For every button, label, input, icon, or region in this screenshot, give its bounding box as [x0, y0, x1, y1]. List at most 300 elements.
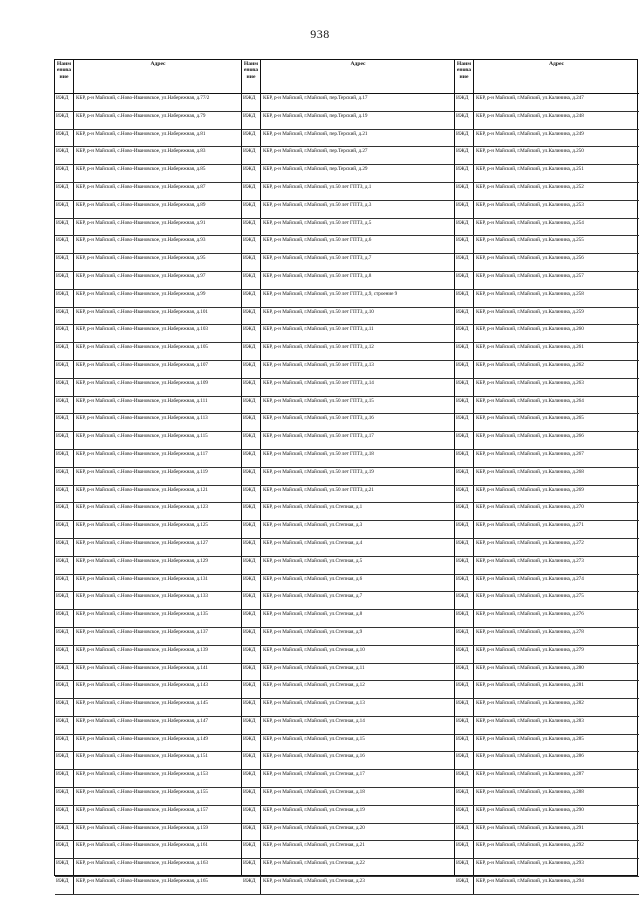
object-kind-cell: ИЖД	[455, 699, 474, 716]
object-kind-cell: ИЖД	[455, 183, 474, 200]
table-row	[455, 539, 639, 557]
table-row	[242, 468, 455, 486]
table-row	[242, 325, 455, 343]
address-cell: КБР, р-н Майский, г.Майский, ул.Калинина, д.256	[476, 255, 584, 262]
table-row	[455, 290, 639, 308]
object-kind-cell: ИЖД	[242, 147, 261, 164]
address-cell: КБР, р-н Майский, г.Майский, ул.Степная, д.14	[263, 717, 365, 724]
address-cell: КБР, р-н Майский, г.Майский, ул.Калинина, д.285	[476, 735, 584, 742]
table-row	[455, 183, 639, 201]
table-row	[455, 112, 639, 130]
address-cell: КБР, р-н Майский, г.Майский, ул.50 лет ГПТЗ, д.21	[263, 486, 374, 493]
object-kind-cell: ИЖД	[55, 432, 74, 449]
table-row	[242, 503, 455, 521]
object-kind-cell: ИЖД	[242, 414, 261, 431]
address-cell: КБР, р-н Майский, с.Ново-Ивановское, ул.Набережная, д.139	[76, 646, 208, 653]
object-kind-cell: ИЖД	[242, 201, 261, 218]
object-kind-cell: ИЖД	[242, 94, 261, 111]
address-cell: КБР, р-н Майский, г.Майский, ул.Степная, д.11	[263, 664, 365, 671]
table-row	[55, 450, 242, 468]
address-cell: КБР, р-н Майский, г.Майский, ул.Калинина, д.292	[476, 842, 584, 849]
table-row	[55, 859, 242, 877]
address-cell: КБР, р-н Майский, с.Ново-Ивановское, ул.Набережная, д.93	[76, 237, 206, 244]
object-kind-cell: ИЖД	[455, 450, 474, 467]
table-row	[55, 432, 242, 450]
object-kind-cell: ИЖД	[55, 183, 74, 200]
object-kind-cell: ИЖД	[242, 717, 261, 734]
address-cell: КБР, р-н Майский, г.Майский, ул.50 лет ГПТЗ, д.12	[263, 344, 374, 351]
address-cell: КБР, р-н Майский, г.Майский, ул.Степная, д.6	[263, 575, 363, 582]
address-cell: КБР, р-н Майский, с.Ново-Ивановское, ул.Набережная, д.153	[76, 771, 208, 778]
address-cell: КБР, р-н Майский, г.Майский, ул.Калинина, д.278	[476, 628, 584, 635]
table-row	[455, 628, 639, 646]
address-cell: КБР, р-н Майский, г.Майский, ул.50 лет ГПТЗ, д.11	[263, 326, 374, 333]
address-cell: КБР, р-н Майский, г.Майский, ул.50 лет ГПТЗ, д.3	[263, 201, 372, 208]
object-kind-cell: ИЖД	[55, 788, 74, 805]
address-cell: КБР, р-н Майский, г.Майский, ул.Калинина, д.290	[476, 806, 584, 813]
table-row	[242, 859, 455, 877]
object-kind-cell: ИЖД	[55, 219, 74, 236]
object-kind-cell: ИЖД	[55, 610, 74, 627]
header-address: Адрес	[350, 61, 366, 67]
address-cell: КБР, р-н Майский, с.Ново-Ивановское, ул.Набережная, д.95	[76, 255, 206, 262]
object-kind-cell: ИЖД	[242, 681, 261, 698]
table-row	[455, 824, 639, 842]
address-cell: КБР, р-н Майский, г.Майский, ул.Калинина, д.279	[476, 646, 584, 653]
address-cell: КБР, р-н Майский, г.Майский, ул.Калинина, д.266	[476, 433, 584, 440]
address-cell: КБР, р-н Майский, с.Ново-Ивановское, ул.Набережная, д.143	[76, 682, 208, 689]
table-row	[455, 717, 639, 735]
table-row	[455, 877, 639, 895]
table-row	[55, 486, 242, 504]
address-cell: КБР, р-н Майский, г.Майский, ул.Калинина, д.283	[476, 717, 584, 724]
address-cell: КБР, р-н Майский, с.Ново-Ивановское, ул.Набережная, д.147	[76, 717, 208, 724]
address-cell: КБР, р-н Майский, г.Майский, пер.Терский, д.21	[263, 130, 368, 137]
address-cell: КБР, р-н Майский, г.Майский, ул.Калинина, д.291	[476, 824, 584, 831]
address-cell: КБР, р-н Майский, г.Майский, ул.Калинина, д.259	[476, 308, 584, 315]
table-row	[242, 397, 455, 415]
object-kind-cell: ИЖД	[55, 379, 74, 396]
object-kind-cell: ИЖД	[55, 201, 74, 218]
table-row	[242, 290, 455, 308]
table-row	[242, 254, 455, 272]
object-kind-cell: ИЖД	[242, 788, 261, 805]
address-table	[54, 59, 638, 885]
address-cell: КБР, р-н Майский, с.Ново-Ивановское, ул.Набережная, д.119	[76, 468, 208, 475]
address-cell: КБР, р-н Майский, с.Ново-Ивановское, ул.Набережная, д.97	[76, 272, 206, 279]
object-kind-cell: ИЖД	[455, 236, 474, 253]
object-kind-cell: ИЖД	[242, 824, 261, 841]
object-kind-cell: ИЖД	[55, 806, 74, 823]
object-kind-cell: ИЖД	[55, 112, 74, 129]
address-cell: КБР, р-н Майский, с.Ново-Ивановское, ул.Набережная, д.145	[76, 700, 208, 707]
object-kind-cell: ИЖД	[242, 325, 261, 342]
table-row	[455, 859, 639, 877]
address-cell: КБР, р-н Майский, г.Майский, ул.50 лет ГПТЗ, д.14	[263, 379, 374, 386]
object-kind-cell: ИЖД	[455, 201, 474, 218]
object-kind-cell: ИЖД	[455, 752, 474, 769]
address-cell: КБР, р-н Майский, с.Ново-Ивановское, ул.Набережная, д.79	[76, 112, 206, 119]
address-cell: КБР, р-н Майский, г.Майский, ул.Степная, д.22	[263, 860, 365, 867]
address-cell: КБР, р-н Майский, г.Майский, ул.Степная, д.16	[263, 753, 365, 760]
address-cell: КБР, р-н Майский, г.Майский, ул.Степная, д.17	[263, 771, 365, 778]
table-row	[242, 539, 455, 557]
table-row	[242, 841, 455, 859]
table-row	[242, 379, 455, 397]
table-row	[455, 557, 639, 575]
address-cell: КБР, р-н Майский, с.Ново-Ивановское, ул.Набережная, д.101	[76, 308, 208, 315]
table-row	[55, 272, 242, 290]
object-kind-cell: ИЖД	[55, 503, 74, 520]
object-kind-cell: ИЖД	[455, 147, 474, 164]
address-cell: КБР, р-н Майский, г.Майский, ул.Калинина, д.267	[476, 450, 584, 457]
address-cell: КБР, р-н Майский, с.Ново-Ивановское, ул.Набережная, д.149	[76, 735, 208, 742]
table-row	[455, 770, 639, 788]
table-row	[55, 165, 242, 183]
table-row	[55, 325, 242, 343]
table-row	[55, 646, 242, 664]
object-kind-cell: ИЖД	[455, 308, 474, 325]
object-kind-cell: ИЖД	[55, 841, 74, 858]
table-row	[55, 824, 242, 842]
object-kind-cell: ИЖД	[55, 414, 74, 431]
address-cell: КБР, р-н Майский, г.Майский, ул.Калинина, д.273	[476, 557, 584, 564]
object-kind-cell: ИЖД	[242, 877, 261, 894]
object-kind-cell: ИЖД	[242, 272, 261, 289]
object-kind-cell: ИЖД	[455, 503, 474, 520]
table-row	[455, 308, 639, 326]
object-kind-cell: ИЖД	[455, 557, 474, 574]
address-cell: КБР, р-н Майский, с.Ново-Ивановское, ул.Набережная, д.131	[76, 575, 208, 582]
address-cell: КБР, р-н Майский, г.Майский, ул.50 лет ГПТЗ, д.17	[263, 433, 374, 440]
table-row	[55, 343, 242, 361]
object-kind-cell: ИЖД	[55, 236, 74, 253]
object-kind-cell: ИЖД	[242, 290, 261, 307]
header-kind: Наим енова ние	[455, 60, 474, 93]
table-row	[455, 272, 639, 290]
table-row	[455, 397, 639, 415]
table-row	[455, 841, 639, 859]
address-cell: КБР, р-н Майский, с.Ново-Ивановское, ул.Набережная, д.159	[76, 824, 208, 831]
table-row	[455, 414, 639, 432]
table-row	[455, 806, 639, 824]
object-kind-cell: ИЖД	[55, 681, 74, 698]
object-kind-cell: ИЖД	[455, 681, 474, 698]
object-kind-cell: ИЖД	[242, 752, 261, 769]
object-kind-cell: ИЖД	[455, 219, 474, 236]
address-cell: КБР, р-н Майский, г.Майский, пер.Терский, д.19	[263, 112, 368, 119]
object-kind-cell: ИЖД	[455, 130, 474, 147]
table-row	[55, 201, 242, 219]
table-header	[55, 60, 242, 94]
address-cell: КБР, р-н Майский, г.Майский, ул.Степная, д.12	[263, 682, 365, 689]
address-cell: КБР, р-н Майский, г.Майский, ул.Степная, д.8	[263, 611, 363, 618]
table-row	[242, 575, 455, 593]
address-cell: КБР, р-н Майский, г.Майский, ул.Калинина, д.248	[476, 112, 584, 119]
address-cell: КБР, р-н Майский, г.Майский, ул.Калинина, д.261	[476, 344, 584, 351]
table-row	[242, 877, 455, 895]
address-cell: КБР, р-н Майский, г.Майский, ул.Калинина, д.276	[476, 611, 584, 618]
object-kind-cell: ИЖД	[242, 361, 261, 378]
object-kind-cell: ИЖД	[455, 735, 474, 752]
address-cell: КБР, р-н Майский, г.Майский, ул.50 лет ГПТЗ, д.16	[263, 415, 374, 422]
address-cell: КБР, р-н Майский, с.Ново-Ивановское, ул.Набережная, д.99	[76, 290, 206, 297]
table-row	[242, 752, 455, 770]
object-kind-cell: ИЖД	[242, 575, 261, 592]
object-kind-cell: ИЖД	[455, 592, 474, 609]
object-kind-cell: ИЖД	[55, 130, 74, 147]
table-row	[55, 130, 242, 148]
address-cell: КБР, р-н Майский, г.Майский, ул.50 лет ГПТЗ, д.13	[263, 361, 374, 368]
object-kind-cell: ИЖД	[242, 343, 261, 360]
table-row	[455, 681, 639, 699]
table-row	[242, 735, 455, 753]
table-row	[455, 503, 639, 521]
object-kind-cell: ИЖД	[55, 717, 74, 734]
table-row	[455, 219, 639, 237]
object-kind-cell: ИЖД	[242, 130, 261, 147]
table-row	[55, 183, 242, 201]
table-row	[55, 575, 242, 593]
object-kind-cell: ИЖД	[242, 628, 261, 645]
table-row	[55, 592, 242, 610]
object-kind-cell: ИЖД	[455, 486, 474, 503]
object-kind-cell: ИЖД	[455, 770, 474, 787]
object-kind-cell: ИЖД	[55, 592, 74, 609]
object-kind-cell: ИЖД	[455, 806, 474, 823]
object-kind-cell: ИЖД	[455, 877, 474, 894]
table-row	[455, 575, 639, 593]
table-row	[455, 699, 639, 717]
address-cell: КБР, р-н Майский, г.Майский, ул.Калинина, д.271	[476, 522, 584, 529]
header-address: Адрес	[150, 61, 166, 67]
address-cell: КБР, р-н Майский, г.Майский, ул.Калинина, д.251	[476, 166, 584, 173]
object-kind-cell: ИЖД	[55, 94, 74, 111]
table-column-3	[455, 60, 639, 885]
address-cell: КБР, р-н Майский, г.Майский, ул.Степная, д.15	[263, 735, 365, 742]
address-cell: КБР, р-н Майский, с.Ново-Ивановское, ул.Набережная, д.161	[76, 842, 208, 849]
object-kind-cell: ИЖД	[55, 361, 74, 378]
header-kind: Наим енова ние	[242, 60, 261, 93]
address-cell: КБР, р-н Майский, с.Ново-Ивановское, ул.Набережная, д.157	[76, 806, 208, 813]
object-kind-cell: ИЖД	[242, 432, 261, 449]
object-kind-cell: ИЖД	[55, 343, 74, 360]
address-cell: КБР, р-н Майский, с.Ново-Ивановское, ул.Набережная, д.103	[76, 326, 208, 333]
object-kind-cell: ИЖД	[242, 557, 261, 574]
table-row	[455, 432, 639, 450]
table-row	[55, 735, 242, 753]
address-cell: КБР, р-н Майский, с.Ново-Ивановское, ул.Набережная, д.105	[76, 344, 208, 351]
object-kind-cell: ИЖД	[455, 290, 474, 307]
table-row	[455, 664, 639, 682]
address-cell: КБР, р-н Майский, с.Ново-Ивановское, ул.Набережная, д.107	[76, 361, 208, 368]
address-cell: КБР, р-н Майский, с.Ново-Ивановское, ул.Набережная, д.111	[76, 397, 208, 404]
object-kind-cell: ИЖД	[455, 539, 474, 556]
object-kind-cell: ИЖД	[242, 397, 261, 414]
table-row	[242, 806, 455, 824]
table-body	[455, 94, 639, 885]
table-row	[242, 361, 455, 379]
address-cell: КБР, р-н Майский, г.Майский, ул.50 лет ГПТЗ, д.5	[263, 219, 372, 226]
table-row	[242, 681, 455, 699]
object-kind-cell: ИЖД	[55, 646, 74, 663]
address-cell: КБР, р-н Майский, г.Майский, ул.Калинина, д.281	[476, 682, 584, 689]
table-row	[242, 717, 455, 735]
object-kind-cell: ИЖД	[242, 841, 261, 858]
address-cell: КБР, р-н Майский, г.Майский, ул.Калинина, д.252	[476, 183, 584, 190]
table-row	[55, 112, 242, 130]
address-cell: КБР, р-н Майский, г.Майский, ул.Степная, д.1	[263, 504, 363, 511]
object-kind-cell: ИЖД	[55, 450, 74, 467]
address-cell: КБР, р-н Майский, г.Майский, ул.Калинина, д.288	[476, 789, 584, 796]
table-row	[242, 788, 455, 806]
address-cell: КБР, р-н Майский, г.Майский, ул.Степная, д.7	[263, 593, 363, 600]
table-header	[242, 60, 455, 94]
table-row	[242, 94, 455, 112]
object-kind-cell: ИЖД	[242, 236, 261, 253]
table-row	[455, 201, 639, 219]
table-row	[242, 664, 455, 682]
object-kind-cell: ИЖД	[242, 592, 261, 609]
table-row	[242, 165, 455, 183]
address-cell: КБР, р-н Майский, с.Ново-Ивановское, ул.Набережная, д.109	[76, 379, 208, 386]
column-divider	[454, 60, 455, 875]
address-cell: КБР, р-н Майский, г.Майский, ул.Калинина, д.262	[476, 361, 584, 368]
table-row	[55, 806, 242, 824]
address-cell: КБР, р-н Майский, г.Майский, ул.Калинина, д.264	[476, 397, 584, 404]
object-kind-cell: ИЖД	[455, 112, 474, 129]
object-kind-cell: ИЖД	[242, 521, 261, 538]
object-kind-cell: ИЖД	[242, 770, 261, 787]
object-kind-cell: ИЖД	[55, 397, 74, 414]
address-cell: КБР, р-н Майский, г.Майский, ул.Калинина, д.275	[476, 593, 584, 600]
column-divider	[241, 60, 242, 875]
object-kind-cell: ИЖД	[242, 254, 261, 271]
object-kind-cell: ИЖД	[55, 290, 74, 307]
address-cell: КБР, р-н Майский, г.Майский, ул.Степная, д.18	[263, 789, 365, 796]
object-kind-cell: ИЖД	[455, 343, 474, 360]
table-body	[242, 94, 455, 885]
object-kind-cell: ИЖД	[55, 486, 74, 503]
table-row	[55, 236, 242, 254]
header-address: Адрес	[548, 61, 564, 67]
table-row	[455, 379, 639, 397]
object-kind-cell: ИЖД	[455, 165, 474, 182]
address-cell: КБР, р-н Майский, с.Ново-Ивановское, ул.Набережная, д.137	[76, 628, 208, 635]
table-row	[55, 877, 242, 895]
address-cell: КБР, р-н Майский, г.Майский, ул.Калинина, д.294	[476, 878, 584, 885]
table-row	[242, 183, 455, 201]
address-cell: КБР, р-н Майский, с.Ново-Ивановское, ул.Набережная, д.91	[76, 219, 206, 226]
table-row	[242, 414, 455, 432]
table-row	[242, 486, 455, 504]
table-header	[455, 60, 639, 94]
address-cell: КБР, р-н Майский, г.Майский, пер.Терский, д.27	[263, 148, 368, 155]
address-cell: КБР, р-н Майский, с.Ново-Ивановское, ул.Набережная, д.89	[76, 201, 206, 208]
address-cell: КБР, р-н Майский, г.Майский, ул.Степная, д.13	[263, 700, 365, 707]
table-row	[455, 343, 639, 361]
object-kind-cell: ИЖД	[242, 646, 261, 663]
table-row	[55, 254, 242, 272]
address-cell: КБР, р-н Майский, г.Майский, ул.Калинина, д.272	[476, 539, 584, 546]
object-kind-cell: ИЖД	[455, 272, 474, 289]
table-row	[55, 628, 242, 646]
address-cell: КБР, р-н Майский, г.Майский, ул.Калинина, д.260	[476, 326, 584, 333]
object-kind-cell: ИЖД	[455, 859, 474, 876]
object-kind-cell: ИЖД	[242, 308, 261, 325]
header-kind: Наим енова ние	[55, 60, 74, 93]
object-kind-cell: ИЖД	[242, 165, 261, 182]
address-cell: КБР, р-н Майский, г.Майский, ул.50 лет ГПТЗ, д.9, строение 9	[263, 290, 398, 297]
object-kind-cell: ИЖД	[55, 272, 74, 289]
table-row	[55, 717, 242, 735]
table-row	[55, 308, 242, 326]
address-cell: КБР, р-н Майский, г.Майский, ул.50 лет ГПТЗ, д.10	[263, 308, 374, 315]
address-cell: КБР, р-н Майский, с.Ново-Ивановское, ул.Набережная, д.123	[76, 504, 208, 511]
address-cell: КБР, р-н Майский, с.Ново-Ивановское, ул.Набережная, д.87	[76, 183, 206, 190]
object-kind-cell: ИЖД	[455, 361, 474, 378]
table-column-2	[242, 60, 455, 885]
table-row	[242, 824, 455, 842]
table-row	[55, 788, 242, 806]
table-row	[55, 539, 242, 557]
table-row	[455, 165, 639, 183]
object-kind-cell: ИЖД	[455, 397, 474, 414]
table-row	[55, 219, 242, 237]
table-column-1	[55, 60, 242, 885]
table-row	[55, 752, 242, 770]
address-cell: КБР, р-н Майский, г.Майский, ул.Степная, д.20	[263, 824, 365, 831]
table-row	[242, 130, 455, 148]
object-kind-cell: ИЖД	[242, 219, 261, 236]
object-kind-cell: ИЖД	[242, 450, 261, 467]
address-cell: КБР, р-н Майский, г.Майский, ул.50 лет ГПТЗ, д.1	[263, 183, 372, 190]
object-kind-cell: ИЖД	[242, 664, 261, 681]
object-kind-cell: ИЖД	[242, 468, 261, 485]
object-kind-cell: ИЖД	[455, 610, 474, 627]
table-row	[242, 308, 455, 326]
table-row	[55, 290, 242, 308]
table-row	[455, 735, 639, 753]
address-cell: КБР, р-н Майский, г.Майский, ул.Степная, д.3	[263, 522, 363, 529]
address-cell: КБР, р-н Майский, г.Майский, ул.50 лет ГПТЗ, д.7	[263, 255, 372, 262]
address-cell: КБР, р-н Майский, г.Майский, ул.50 лет ГПТЗ, д.18	[263, 450, 374, 457]
object-kind-cell: ИЖД	[55, 325, 74, 342]
table-row	[242, 112, 455, 130]
address-cell: КБР, р-н Майский, г.Майский, ул.Степная, д.5	[263, 557, 363, 564]
object-kind-cell: ИЖД	[55, 824, 74, 841]
table-row	[242, 432, 455, 450]
table-row	[242, 219, 455, 237]
table-row	[55, 147, 242, 165]
object-kind-cell: ИЖД	[242, 699, 261, 716]
object-kind-cell: ИЖД	[242, 183, 261, 200]
object-kind-cell: ИЖД	[55, 877, 74, 894]
address-cell: КБР, р-н Майский, г.Майский, ул.Калинина, д.250	[476, 148, 584, 155]
object-kind-cell: ИЖД	[55, 147, 74, 164]
object-kind-cell: ИЖД	[242, 503, 261, 520]
table-row	[242, 521, 455, 539]
table-row	[55, 610, 242, 628]
table-row	[242, 147, 455, 165]
table-row	[242, 592, 455, 610]
table-row	[455, 236, 639, 254]
object-kind-cell: ИЖД	[455, 824, 474, 841]
address-cell: КБР, р-н Майский, г.Майский, ул.50 лет ГПТЗ, д.15	[263, 397, 374, 404]
object-kind-cell: ИЖД	[242, 806, 261, 823]
address-cell: КБР, р-н Майский, г.Майский, ул.50 лет ГПТЗ, д.19	[263, 468, 374, 475]
address-cell: КБР, р-н Майский, с.Ново-Ивановское, ул.Набережная, д.77/2	[76, 95, 210, 101]
